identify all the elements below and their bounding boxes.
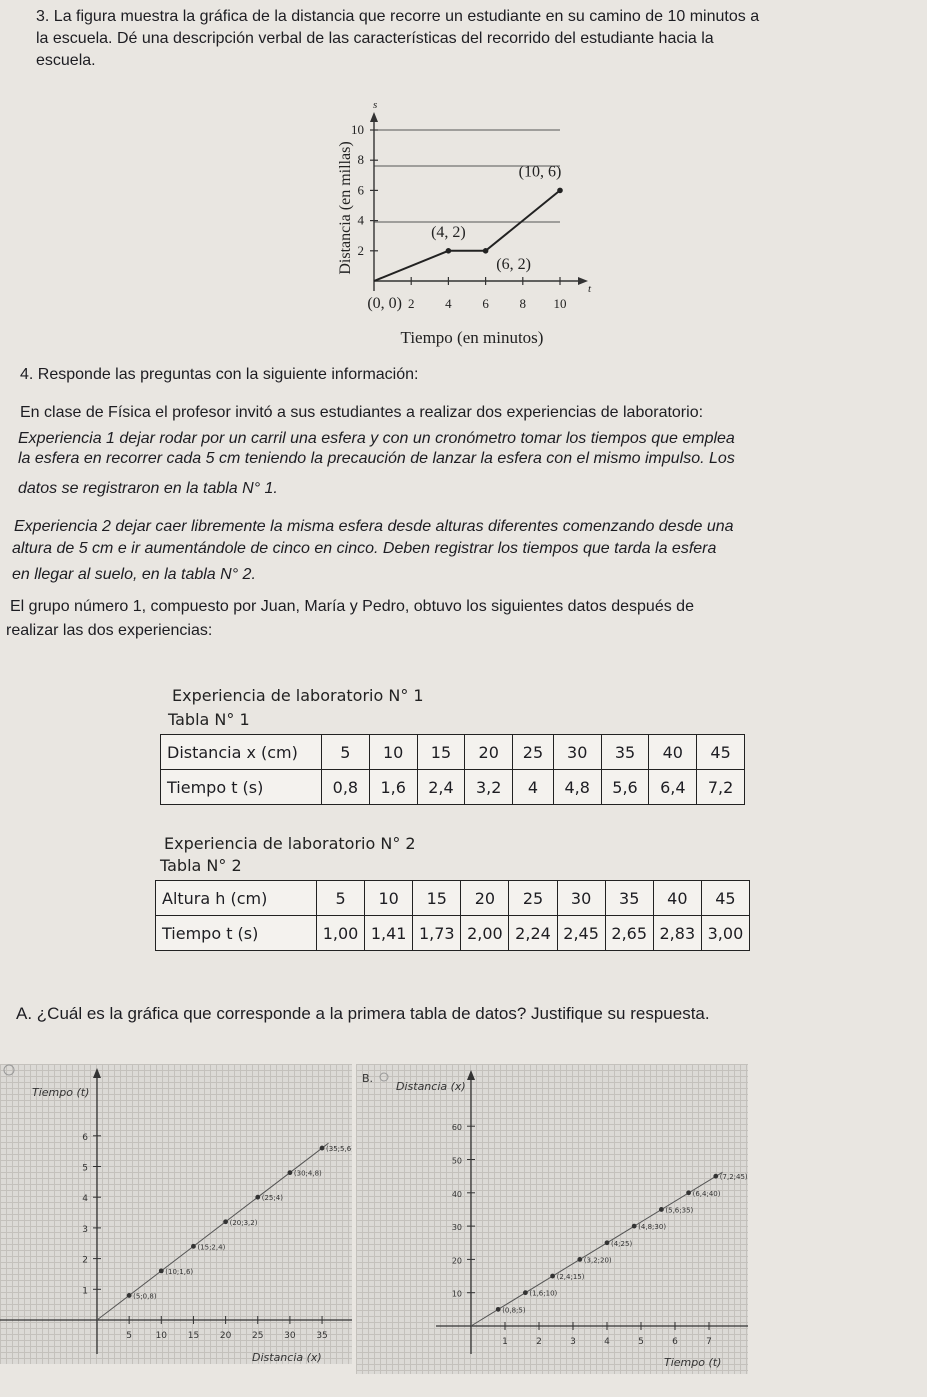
- table-cell: 2,00: [461, 916, 509, 951]
- table-cell: 6,4: [649, 770, 697, 805]
- experience-1-line-2: la esfera en recorrer cada 5 cm teniendo la precaución de lanzar la esfera con el mismo impulso. Los: [18, 450, 735, 467]
- distance-time-graph: [330, 96, 600, 356]
- table-cell: 15: [417, 735, 465, 770]
- point-label: (6, 2): [496, 255, 531, 273]
- table-2-row-label-time: Tiempo t (s): [156, 916, 317, 951]
- data-point: [496, 1307, 501, 1312]
- table-cell: 10: [369, 735, 417, 770]
- option-b-letter: B.: [362, 1072, 374, 1085]
- data-point: [446, 248, 452, 254]
- experience-1-line-3: datos se registraron en la tabla N° 1.: [18, 480, 278, 497]
- table-cell: 2,83: [653, 916, 701, 951]
- problem-3-line-1: 3. La figura muestra la gráfica de la distancia que recorre un estudiante en su camino de 10 minutos a: [36, 8, 760, 25]
- point-label: (35;5,6): [326, 1145, 352, 1154]
- point-label: (5;0,8): [133, 1292, 157, 1301]
- point-label: (4,8;30): [638, 1223, 667, 1232]
- experiment-1-title: Experiencia de laboratorio N° 1: [172, 686, 424, 705]
- x-tick-label: 2: [536, 1337, 542, 1347]
- experience-2-line-1: Experiencia 2 dejar caer libremente la misma esfera desde alturas diferentes comenzando desde una: [14, 518, 734, 535]
- option-b-y-label: Distancia (x): [396, 1080, 466, 1093]
- point-label: (0, 0): [367, 295, 402, 312]
- point-label: (15;2,4): [197, 1243, 226, 1252]
- table-cell: 20: [461, 881, 509, 916]
- table-cell: 7,2: [697, 770, 745, 805]
- table-2: [155, 880, 750, 951]
- data-point: [127, 1293, 132, 1298]
- table-cell: 2,65: [605, 916, 653, 951]
- x-tick-label: 8: [519, 296, 527, 311]
- data-point: [550, 1274, 555, 1279]
- x-tick-label: 6: [482, 296, 489, 311]
- x-axis-letter: t: [588, 283, 592, 295]
- y-tick-label: 2: [357, 242, 364, 258]
- table-cell: 5: [322, 735, 370, 770]
- option-b-graph: [356, 1064, 748, 1374]
- point-label: (3,2;20): [583, 1256, 612, 1265]
- table-cell: 3,00: [701, 916, 749, 951]
- table-cell: 35: [601, 735, 649, 770]
- point-label: (6,4;40): [692, 1189, 721, 1198]
- table-cell: 40: [649, 735, 697, 770]
- y-tick-label: 60: [451, 1123, 462, 1133]
- table-cell: 2,24: [509, 916, 557, 951]
- group-results-line-2: realizar las dos experiencias:: [6, 622, 213, 639]
- point-label: (0,8;5): [502, 1306, 526, 1315]
- experiment-2-title: Experiencia de laboratorio N° 2: [164, 834, 416, 853]
- x-tick-label: 35: [316, 1331, 328, 1341]
- table-cell: 40: [653, 881, 701, 916]
- question-a: A. ¿Cuál es la gráfica que corresponde a la primera tabla de datos? Justifique su respuesta.: [16, 1004, 710, 1023]
- table-cell: 4: [513, 770, 554, 805]
- y-tick-label: 40: [451, 1189, 462, 1199]
- option-b-graph-panel: [356, 1064, 748, 1374]
- data-point: [483, 248, 489, 254]
- y-tick-label: 1: [82, 1286, 88, 1297]
- point-label: (10;1,6): [165, 1267, 194, 1276]
- problem-4-intro: En clase de Física el profesor invitó a sus estudiantes a realizar dos experiencias de laboratorio:: [20, 404, 704, 421]
- table-cell: 5: [317, 881, 365, 916]
- data-point: [686, 1190, 691, 1195]
- table-cell: 25: [509, 881, 557, 916]
- table-cell: 45: [697, 735, 745, 770]
- table-cell: 3,2: [465, 770, 513, 805]
- data-point: [605, 1240, 610, 1245]
- y-tick-label: 20: [451, 1256, 462, 1266]
- table-cell: 1,6: [369, 770, 417, 805]
- table-cell: 1,41: [365, 916, 413, 951]
- option-a-y-label: Tiempo (t): [32, 1086, 90, 1099]
- data-point: [713, 1174, 718, 1179]
- point-label: (1,6;10): [529, 1289, 558, 1298]
- option-a-graph-panel: [0, 1064, 352, 1364]
- problem-3-line-2: la escuela. Dé una descripción verbal de las características del recorrido del estudiante hacia la: [36, 30, 714, 47]
- table-2-row-label-height: Altura h (cm): [156, 881, 317, 916]
- table-2-name: Tabla N° 2: [160, 856, 242, 875]
- x-tick-label: 25: [252, 1331, 264, 1341]
- point-label: (20;3,2): [229, 1218, 258, 1227]
- point-label: (30;4,8): [293, 1169, 322, 1178]
- point-label: (2,4;15): [556, 1273, 585, 1282]
- data-point: [159, 1268, 164, 1273]
- point-label: (4;25): [611, 1239, 633, 1248]
- y-tick-label: 4: [82, 1194, 88, 1205]
- table-cell: 5,6: [601, 770, 649, 805]
- table-cell: 1,73: [413, 916, 461, 951]
- x-tick-label: 5: [638, 1337, 644, 1347]
- option-a-graph: [0, 1064, 352, 1364]
- problem-3-line-3: escuela.: [36, 52, 96, 69]
- data-point: [288, 1170, 293, 1175]
- option-a-x-label: Distancia (x): [252, 1351, 322, 1364]
- y-tick-label: 6: [357, 182, 364, 198]
- table-cell: 25: [513, 735, 554, 770]
- y-tick-label: 3: [82, 1224, 88, 1235]
- x-tick-label: 15: [187, 1331, 200, 1341]
- point-label: (4, 2): [431, 223, 466, 241]
- experience-1-line-1: Experiencia 1 dejar rodar por un carril una esfera y con un cronómetro tomar los tiempos que emplea: [18, 430, 735, 447]
- table-cell: 2,4: [417, 770, 465, 805]
- data-point: [255, 1195, 260, 1200]
- data-point: [577, 1257, 582, 1262]
- y-axis-letter: s: [373, 99, 378, 111]
- table-cell: 15: [413, 881, 461, 916]
- table-cell: 30: [553, 735, 601, 770]
- table-1: [160, 734, 745, 805]
- table-cell: 0,8: [322, 770, 370, 805]
- table-cell: 35: [605, 881, 653, 916]
- y-axis-label: Distancia (en millas): [337, 141, 354, 275]
- point-label: (7,2;45): [719, 1173, 748, 1182]
- data-point: [557, 188, 563, 194]
- data-point: [632, 1224, 637, 1229]
- y-tick-label: 50: [451, 1156, 462, 1166]
- experience-2-line-3: en llegar al suelo, en la tabla N° 2.: [12, 566, 256, 583]
- data-point: [191, 1244, 196, 1249]
- x-tick-label: 5: [126, 1331, 133, 1341]
- table-1-row-label-distance: Distancia x (cm): [161, 735, 322, 770]
- x-tick-label: 10: [553, 296, 567, 311]
- y-tick-label: 30: [451, 1223, 462, 1233]
- data-point: [659, 1207, 664, 1212]
- y-tick-label: 4: [357, 212, 364, 228]
- x-tick-label: 3: [570, 1337, 576, 1347]
- x-tick-label: 4: [445, 296, 452, 311]
- point-label: (5,6;35): [665, 1206, 694, 1215]
- x-tick-label: 4: [604, 1337, 610, 1347]
- y-tick-label: 8: [357, 152, 364, 168]
- y-tick-label: 10: [351, 122, 364, 137]
- x-tick-label: 30: [284, 1331, 296, 1341]
- y-tick-label: 5: [82, 1163, 88, 1174]
- point-label: (25;4): [261, 1194, 283, 1203]
- table-cell: 2,45: [557, 916, 605, 951]
- group-results-line-1: El grupo número 1, compuesto por Juan, María y Pedro, obtuvo los siguientes datos después de: [10, 598, 694, 615]
- table-cell: 4,8: [553, 770, 601, 805]
- x-tick-label: 1: [502, 1337, 508, 1347]
- data-point: [523, 1290, 528, 1295]
- experience-2-line-2: altura de 5 cm e ir aumentándole de cinco en cinco. Deben registrar los tiempos que tarda la esfera: [12, 540, 717, 557]
- table-cell: 10: [365, 881, 413, 916]
- y-tick-label: 10: [451, 1289, 462, 1299]
- table-cell: 45: [701, 881, 749, 916]
- x-tick-label: 10: [155, 1331, 168, 1341]
- point-label: (10, 6): [518, 163, 562, 181]
- table-cell: 30: [557, 881, 605, 916]
- x-tick-label: 6: [672, 1337, 678, 1347]
- x-axis-label: Tiempo (en minutos): [400, 328, 544, 347]
- data-point: [223, 1219, 228, 1224]
- x-tick-label: 2: [407, 296, 415, 311]
- table-1-row-label-time: Tiempo t (s): [161, 770, 322, 805]
- problem-4-heading: 4. Responde las preguntas con la siguiente información:: [20, 366, 419, 383]
- table-1-name: Tabla N° 1: [168, 710, 250, 729]
- option-b-x-label: Tiempo (t): [664, 1356, 722, 1369]
- x-tick-label: 7: [706, 1337, 712, 1347]
- y-tick-label: 2: [82, 1255, 88, 1266]
- y-tick-label: 6: [82, 1132, 88, 1143]
- table-cell: 1,00: [317, 916, 365, 951]
- data-point: [320, 1146, 325, 1151]
- table-cell: 20: [465, 735, 513, 770]
- x-tick-label: 20: [219, 1331, 232, 1341]
